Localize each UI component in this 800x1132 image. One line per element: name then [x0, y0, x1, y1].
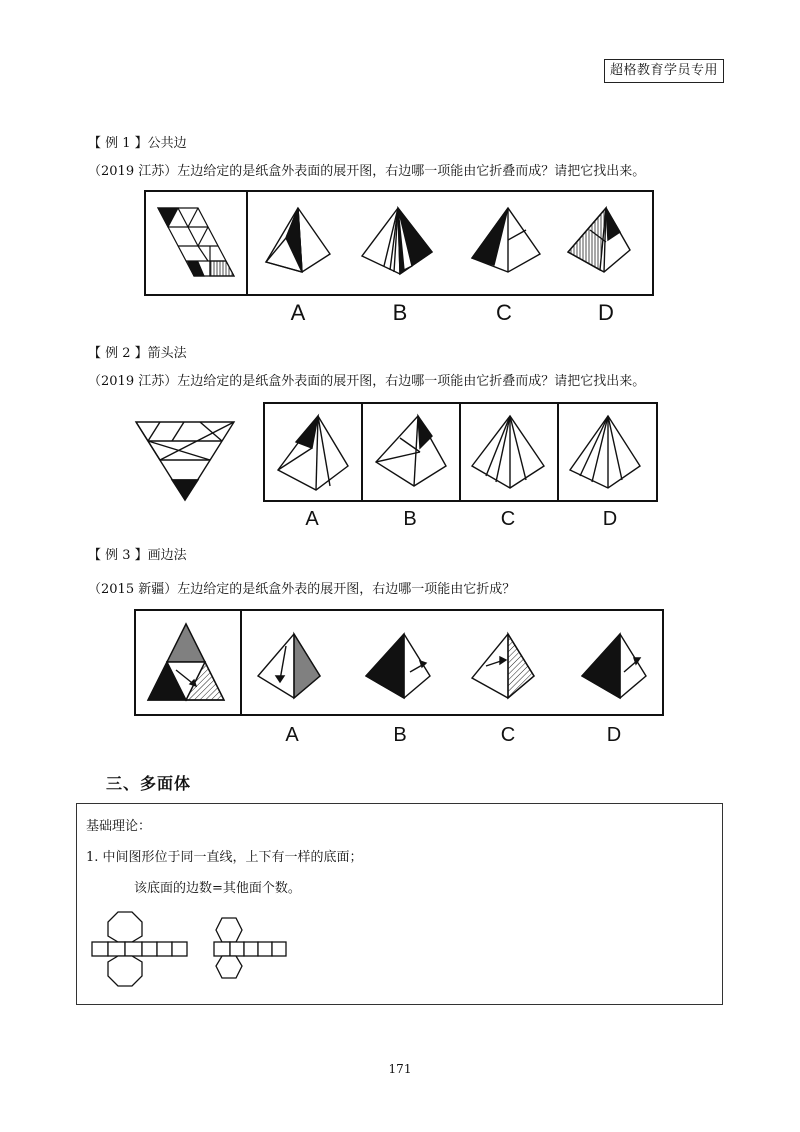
- ex3-label-d: D: [606, 724, 622, 746]
- ex3-label-b: B: [393, 724, 407, 746]
- section-title: 三、多面体: [106, 774, 192, 793]
- theory-heading: 基础理论：: [86, 819, 152, 834]
- ex1-label-c: C: [496, 300, 512, 325]
- octagonal-prism-net: [92, 912, 187, 986]
- example-1-question: （2019 江苏）左边给定的是纸盒外表面的展开图，右边哪一项能由它折叠而成？请把它找出来。: [88, 164, 646, 179]
- header-badge: 超格教育学员专用: [604, 59, 724, 83]
- theory-rule-1-note: 该底面的边数=其他面个数。: [134, 881, 301, 896]
- example-3-question: （2015 新疆）左边给定的是纸盒外表的展开图，右边哪一项能由它折成？: [88, 582, 516, 597]
- ex2-label-b: B: [403, 508, 417, 530]
- example-1-title: 【 例 1 】公共边: [88, 136, 187, 151]
- theory-rule-1: 1. 中间图形位于同一直线，上下有一样的底面；: [86, 850, 363, 865]
- example-2-question: （2019 江苏）左边给定的是纸盒外表面的展开图，右边哪一项能由它折叠而成？请把它找出来。: [88, 374, 646, 389]
- ex3-label-c: C: [500, 724, 516, 746]
- ex1-label-b: B: [392, 300, 408, 325]
- hexagonal-prism-net: [214, 918, 286, 978]
- example-3-title: 【 例 3 】画边法: [88, 548, 187, 563]
- ex2-label-c: C: [500, 508, 516, 530]
- page-number: 171: [388, 1062, 412, 1076]
- ex1-label-d: D: [598, 300, 614, 325]
- ex1-label-a: A: [290, 300, 306, 325]
- ex2-label-a: A: [305, 508, 319, 530]
- ex2-label-d: D: [602, 508, 618, 530]
- example-2-title: 【 例 2 】箭头法: [88, 346, 187, 361]
- ex3-label-a: A: [285, 724, 299, 746]
